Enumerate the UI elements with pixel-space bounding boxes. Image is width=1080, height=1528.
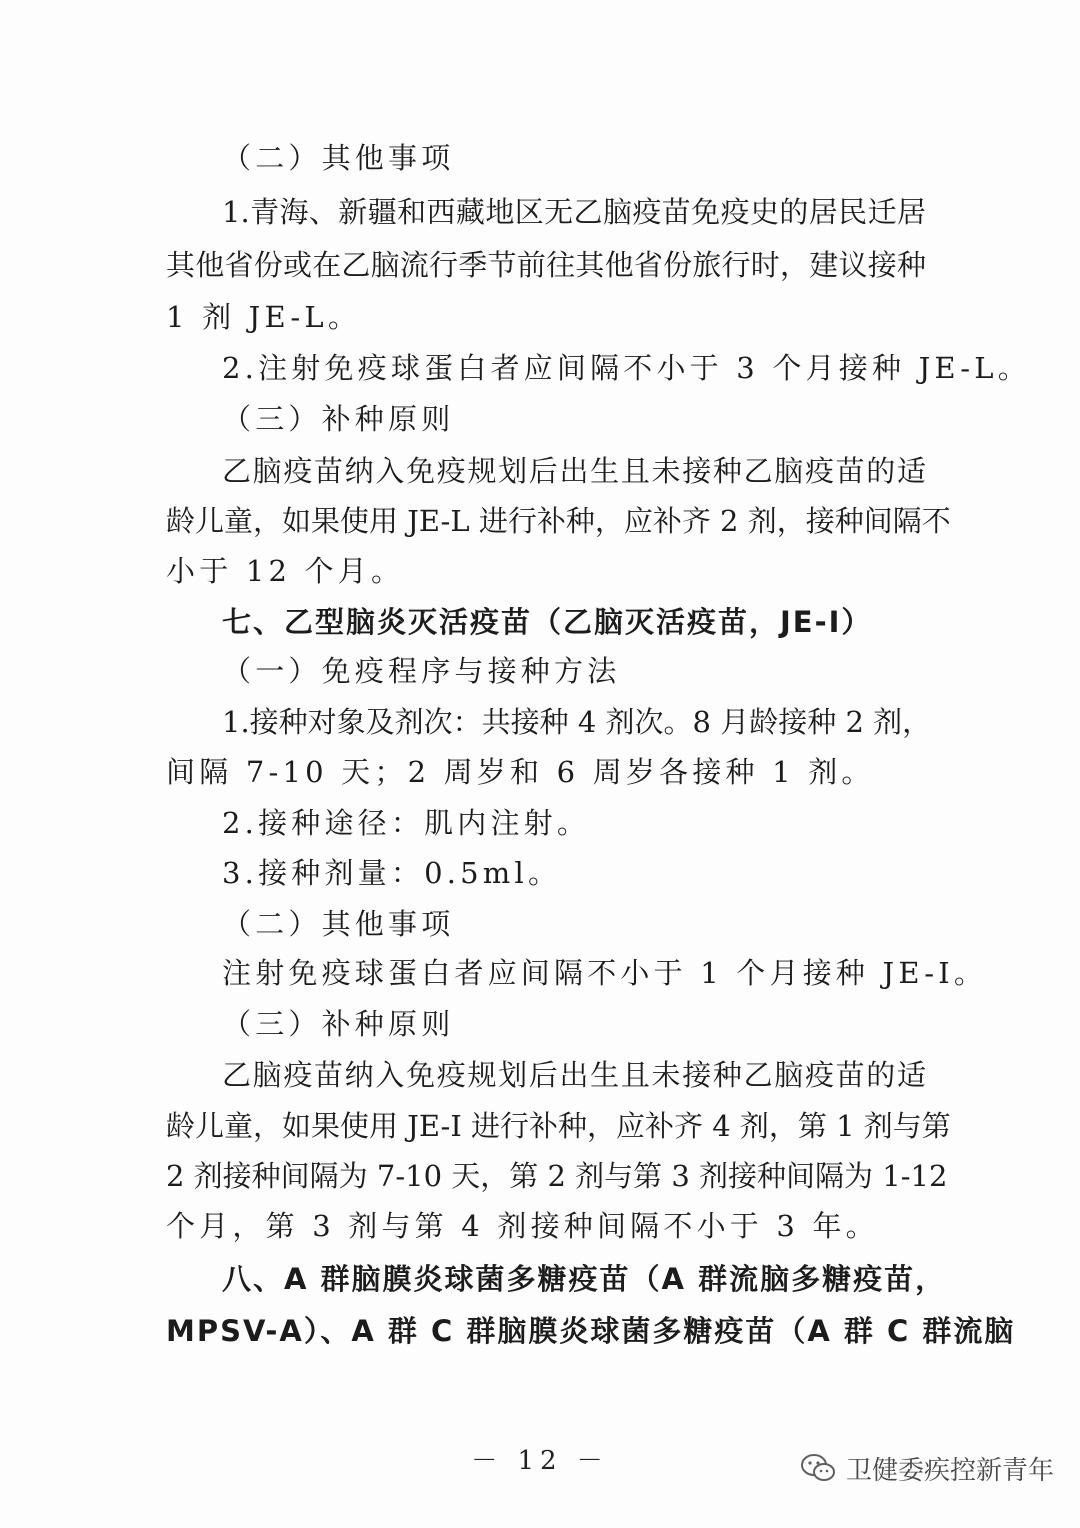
paragraph-line: 2 剂接种间隔为 7-10 天，第 2 剂与第 3 剂接种间隔为 1-12: [166, 1159, 948, 1193]
chapter-heading-meningococcal: 八、A 群脑膜炎球菌多糖疫苗（A 群流脑多糖疫苗，: [222, 1262, 947, 1296]
paragraph-line: 1 剂 JE-L。: [166, 300, 362, 334]
paragraph-line: 间隔 7-10 天；2 周岁和 6 周岁各接种 1 剂。: [166, 755, 875, 789]
section-heading-other-matters: （二）其他事项: [222, 907, 455, 941]
watermark: [800, 1448, 1054, 1488]
paragraph-line: 1.接种对象及剂次：共接种 4 剂次。8 月龄接种 2 剂，: [222, 705, 932, 739]
paragraph-line: 龄儿童，如果使用 JE-I 进行补种，应补齐 4 剂，第 1 剂与第: [166, 1109, 951, 1143]
page-number: － 12 －: [471, 1446, 609, 1476]
paragraph-line: 乙脑疫苗纳入免疫规划后出生且未接种乙脑疫苗的适: [222, 1058, 926, 1092]
watermark-text: 卫健委疾控新青年: [846, 1455, 1055, 1486]
section-heading-catch-up: （三）补种原则: [222, 1007, 455, 1041]
paragraph-line: 其他省份或在乙脑流行季节前往其他省份旅行时，建议接种: [166, 248, 926, 282]
section-heading-catch-up: （三）补种原则: [222, 402, 455, 436]
wechat-icon: [800, 1453, 836, 1483]
paragraph-line: 个月，第 3 剂与第 4 剂接种间隔不小于 3 年。: [166, 1209, 879, 1243]
paragraph-line: 2.接种途径：肌内注射。: [222, 806, 591, 840]
chapter-heading-je-i: 七、乙型脑炎灭活疫苗（乙脑灭活疫苗，JE-I）: [222, 605, 873, 639]
paragraph-line: 2.注射免疫球蛋白者应间隔不小于 3 个月接种 JE-L。: [222, 351, 1031, 385]
paragraph-line: 注射免疫球蛋白者应间隔不小于 1 个月接种 JE-I。: [222, 956, 988, 990]
paragraph-line: 1.青海、新疆和西藏地区无乙脑疫苗免疫史的居民迁居: [222, 195, 926, 229]
paragraph-line: 小于 12 个月。: [166, 554, 405, 588]
paragraph-line: 龄儿童，如果使用 JE-L 进行补种，应补齐 2 剂，接种间隔不: [166, 504, 951, 538]
paragraph-line: 乙脑疫苗纳入免疫规划后出生且未接种乙脑疫苗的适: [222, 454, 926, 488]
section-heading-schedule: （一）免疫程序与接种方法: [222, 654, 621, 688]
section-heading-other-matters: （二）其他事项: [222, 141, 455, 175]
paragraph-line: 3.接种剂量：0.5ml。: [222, 856, 562, 890]
chapter-heading-meningococcal-cont: MPSV-A）、A 群 C 群脑膜炎球菌多糖疫苗（A 群 C 群流脑: [166, 1314, 1016, 1348]
